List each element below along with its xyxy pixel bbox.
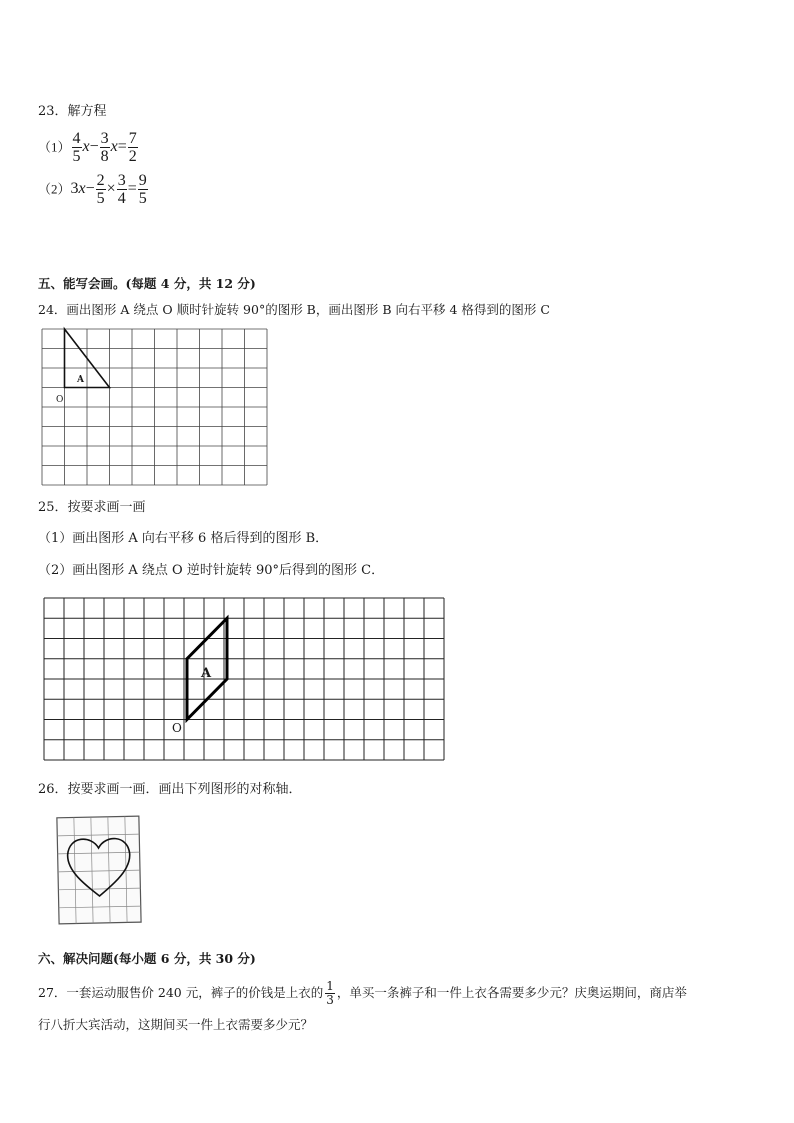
q23-equation-1: （1） $\frac{4}{5}$ x− $\frac{3}{8}$ x= $\frac{7}{2}$ [38, 130, 137, 165]
q27-text-pre: 27．一套运动服售价 240 元，裤子的价钱是上衣的 [38, 985, 324, 1000]
q24-label-a: A [77, 375, 84, 385]
q27-line2: 行八折大宾活动，这期间买一件上衣需要多少元？ [38, 1017, 314, 1032]
q24-grid-lines [42, 329, 267, 485]
q25-label-a: A [201, 666, 212, 681]
eq2-label: （2） [38, 181, 71, 197]
q24-label-o: O [56, 395, 64, 405]
q24-grid-figure [40, 328, 270, 490]
frac-7-2: $\frac{7}{2}$ [128, 130, 137, 165]
eq1-label: （1） [38, 139, 71, 155]
q27-text-post: ，单买一条裤子和一件上衣各需要多少元？庆奥运期间，商店举 [336, 985, 687, 1000]
section-6-heading: 六、解决问题(每小题 6 分，共 30 分) [38, 951, 256, 966]
q25-title: 25．按要求画一画 [38, 500, 146, 515]
q25-part1: （1）画出图形 A 向右平移 6 格后得到的图形 B． [38, 531, 329, 546]
frac-3-8: $\frac{3}{8}$ [100, 130, 109, 165]
q25-part2: （2）画出图形 A 绕点 O 逆时针旋转 90°后得到的图形 C． [38, 563, 385, 578]
frac-4-5: $\frac{4}{5}$ [72, 130, 81, 165]
frac-9-5: $\frac{9}{5}$ [138, 172, 147, 207]
q24-text: 24．画出图形 A 绕点 O 顺时针旋转 90°的图形 B，画出图形 B 向右平移 4 格得到的图形 C [38, 302, 550, 317]
q26-text: 26．按要求画一画．画出下列图形的对称轴． [38, 782, 302, 797]
q25-grid-lines [44, 598, 444, 760]
q25-grid-figure [42, 595, 447, 765]
q23-title: 23．解方程 [38, 104, 107, 119]
q25-label-o: O [172, 721, 182, 735]
frac-2-5: $\frac{2}{5}$ [96, 172, 105, 207]
q26-heart-figure [52, 814, 144, 928]
q27-line1 [38, 980, 687, 1007]
frac-3-4: $\frac{3}{4}$ [117, 172, 126, 207]
q27-fraction-1-3: $\frac{1}{3}$ [326, 979, 334, 1007]
q23-equation-2: （2）3x− $\frac{2}{5}$ × $\frac{3}{4}$ = $\frac{9}{5}$ [38, 172, 147, 207]
section-5-heading: 五、能写会画。(每题 4 分，共 12 分) [38, 276, 256, 291]
q26-grid [57, 816, 141, 924]
